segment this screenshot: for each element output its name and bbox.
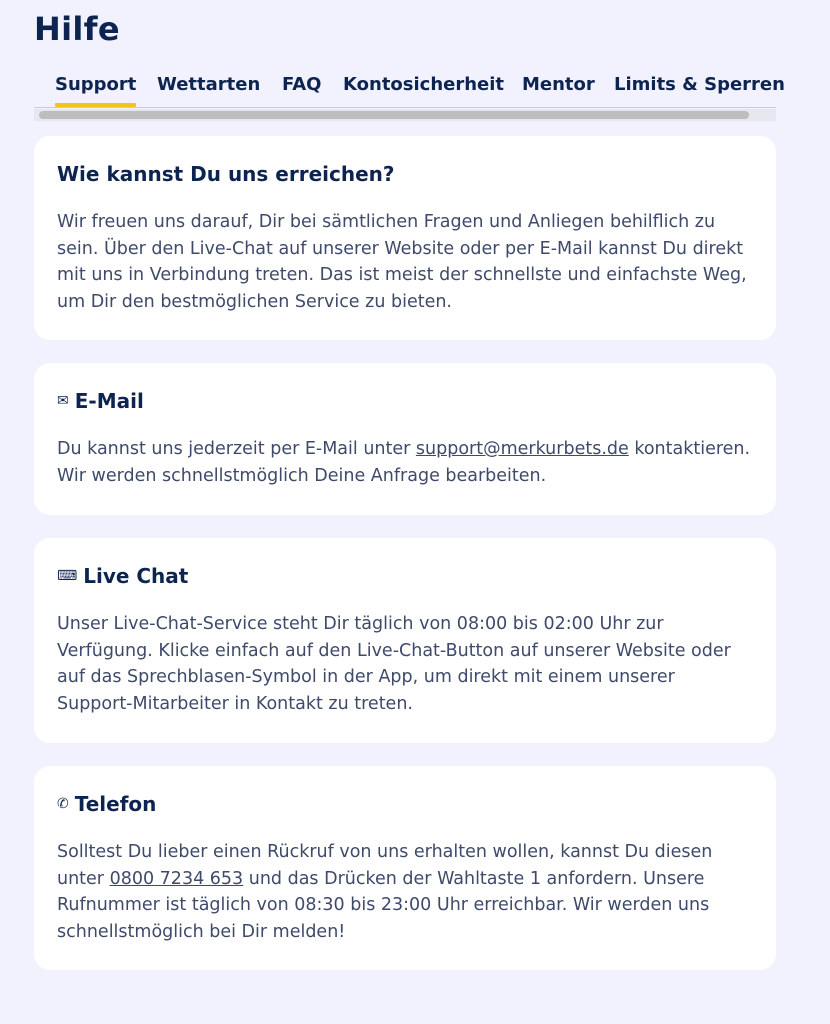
tab-faq[interactable]: FAQ [282, 74, 322, 95]
email-card-title [57, 387, 753, 415]
live-chat-card-title-text: Live Chat [83, 564, 189, 588]
reach-card-body: Wir freuen uns darauf, Dir bei sämtlichen Fragen und Anliegen behilflich zu sein. Über den Live-Chat auf unserer Website oder per E-Mail kannst Du direkt mit uns in Verbindung treten. Das ist meist der schnellste und einfachste Weg, um Dir den bestmöglichen Service zu bieten. [57, 212, 747, 312]
envelope-icon: ✉ [57, 393, 69, 409]
email-body-after: kontaktieren. Wir werden schnellstmöglich Deine Anfrage bearbeiten. [57, 439, 751, 486]
live-chat-card-body: Unser Live-Chat-Service steht Dir täglich von 08:00 bis 02:00 Uhr zur Verfügung. Klicke einfach auf den Live-Chat-Button auf unserer Website oder auf das Sprechblasen-Symbol in der App, um direkt mit einem unserer Support-Mitarbeiter in Kontakt zu treten. [57, 614, 731, 714]
keyboard-icon: ⌨ [57, 568, 78, 584]
tab-limits-sperren[interactable]: Limits & Sperren [614, 74, 785, 95]
email-card-body [57, 436, 753, 489]
page-title: Hilfe [34, 10, 120, 48]
email-body-before: Du kannst uns jederzeit per E-Mail unter [57, 439, 416, 459]
phone-card-body [57, 839, 753, 945]
tab-support[interactable]: Support [55, 74, 137, 95]
live-chat-card-title [57, 562, 753, 590]
phone-icon: ✆ [57, 796, 69, 812]
email-card [34, 363, 776, 515]
phone-card [34, 766, 776, 970]
phone-number-link[interactable]: 0800 7234 653 [109, 868, 244, 889]
live-chat-card [34, 538, 776, 743]
phone-card-title [57, 790, 753, 818]
phone-body-after: und das Drücken der Wahltaste 1 anfordern. Unsere Rufnummer ist täglich von 08:30 bis 23:00 Uhr erreichbar. Wir werden uns schnellstmöglich bei Dir melden! [57, 868, 710, 942]
phone-card-title-text: Telefon [74, 792, 157, 816]
phone-body-before: Solltest Du lieber einen Rückruf von uns erhalten wollen, kannst Du diesen unter [57, 842, 713, 889]
tab-kontosicherheit[interactable]: Kontosicherheit [343, 74, 505, 95]
support-email-link[interactable]: support@merkurbets.de [415, 439, 629, 459]
email-card-title-text: E-Mail [74, 389, 144, 413]
reach-card-title: Wie kannst Du uns erreichen? [57, 162, 395, 186]
reach-card [34, 136, 776, 340]
tab-wettarten[interactable]: Wettarten [157, 74, 261, 95]
tab-mentor[interactable]: Mentor [522, 74, 595, 95]
tabs-scrollbar-thumb[interactable] [39, 111, 749, 119]
help-tabs [34, 72, 785, 108]
tabs-scrollbar[interactable] [34, 109, 776, 121]
